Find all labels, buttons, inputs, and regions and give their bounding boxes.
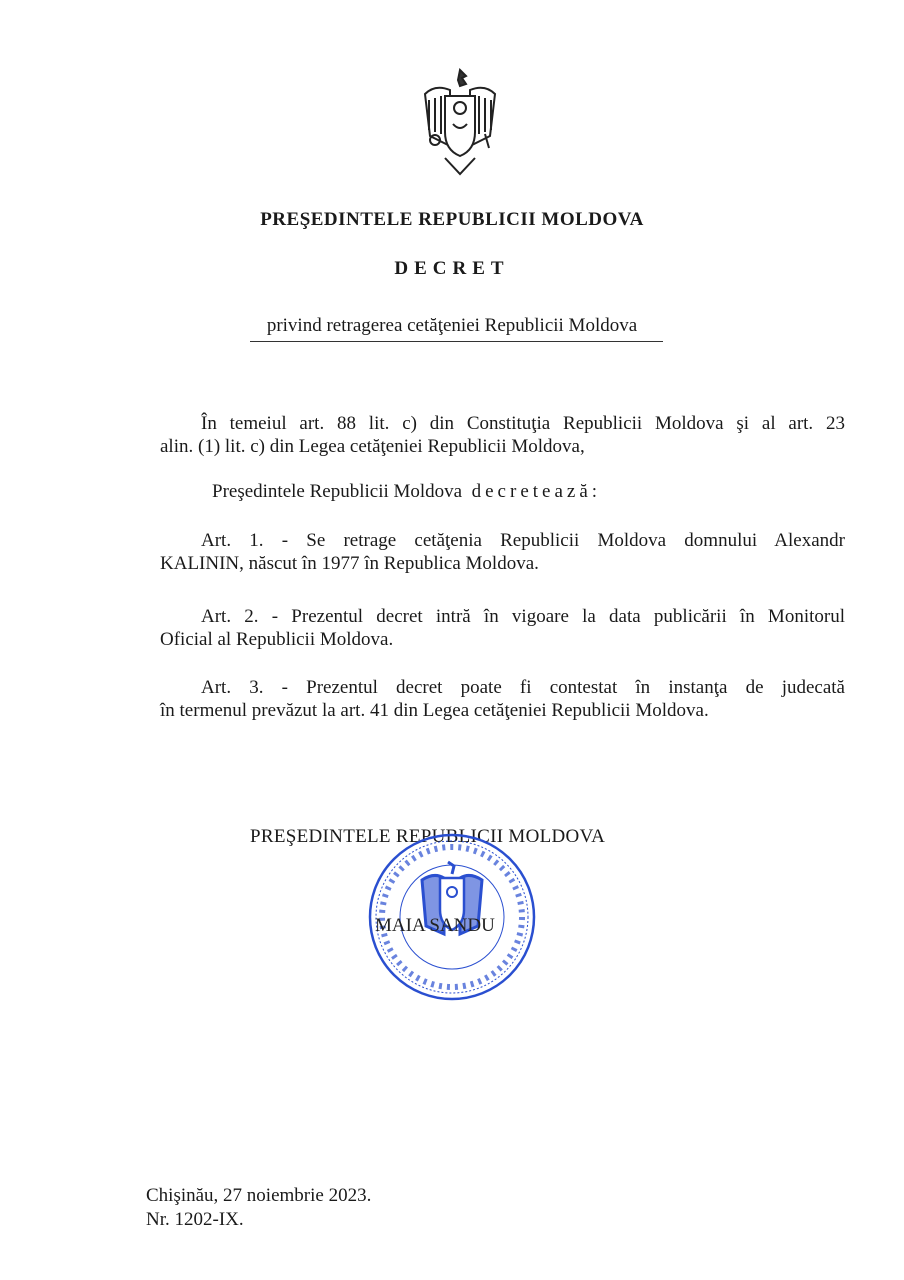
document-type: DECRET: [394, 258, 510, 279]
signatory-name: MAIA SANDU: [375, 915, 495, 936]
article-3-line-1: Art. 3. - Prezentul decret poate fi contestat în instanţa de judecată: [201, 677, 845, 698]
subtitle-underline: [250, 341, 663, 342]
article-1-line-1: Art. 1. - Se retrage cetăţenia Republicii Moldova domnului Alexandr: [201, 530, 845, 551]
signatory-title: PREŞEDINTELE REPUBLICII MOLDOVA: [250, 826, 606, 847]
decree-intro: Preşedintele Republicii Moldova: [212, 481, 463, 502]
decree-formula: [212, 481, 601, 503]
article-2-line-1: Art. 2. - Prezentul decret intră în vigoare la data publicării în Monitorul: [201, 606, 845, 627]
decree-number: Nr. 1202-IX.: [146, 1209, 244, 1230]
document-subtitle: privind retragerea cetăţeniei Republicii Moldova: [266, 315, 638, 336]
preamble-line-2: alin. (1) lit. c) din Legea cetăţeniei Republicii Moldova,: [160, 436, 585, 457]
article-3-line-2: în termenul prevăzut la art. 41 din Legea cetăţeniei Republicii Moldova.: [160, 700, 709, 721]
article-1-line-2: KALININ, născut în 1977 în Republica Moldova.: [160, 553, 539, 574]
issuer-title: PREŞEDINTELE REPUBLICII MOLDOVA: [260, 209, 644, 230]
article-2-line-2: Oficial al Republicii Moldova.: [160, 629, 394, 650]
place-date: Chişinău, 27 noiembrie 2023.: [146, 1185, 372, 1206]
decree-verb: decretează:: [471, 481, 602, 502]
coat-of-arms-icon: [415, 66, 505, 178]
preamble-line-1: În temeiul art. 88 lit. c) din Constituţia Republicii Moldova şi al art. 23: [201, 413, 845, 434]
